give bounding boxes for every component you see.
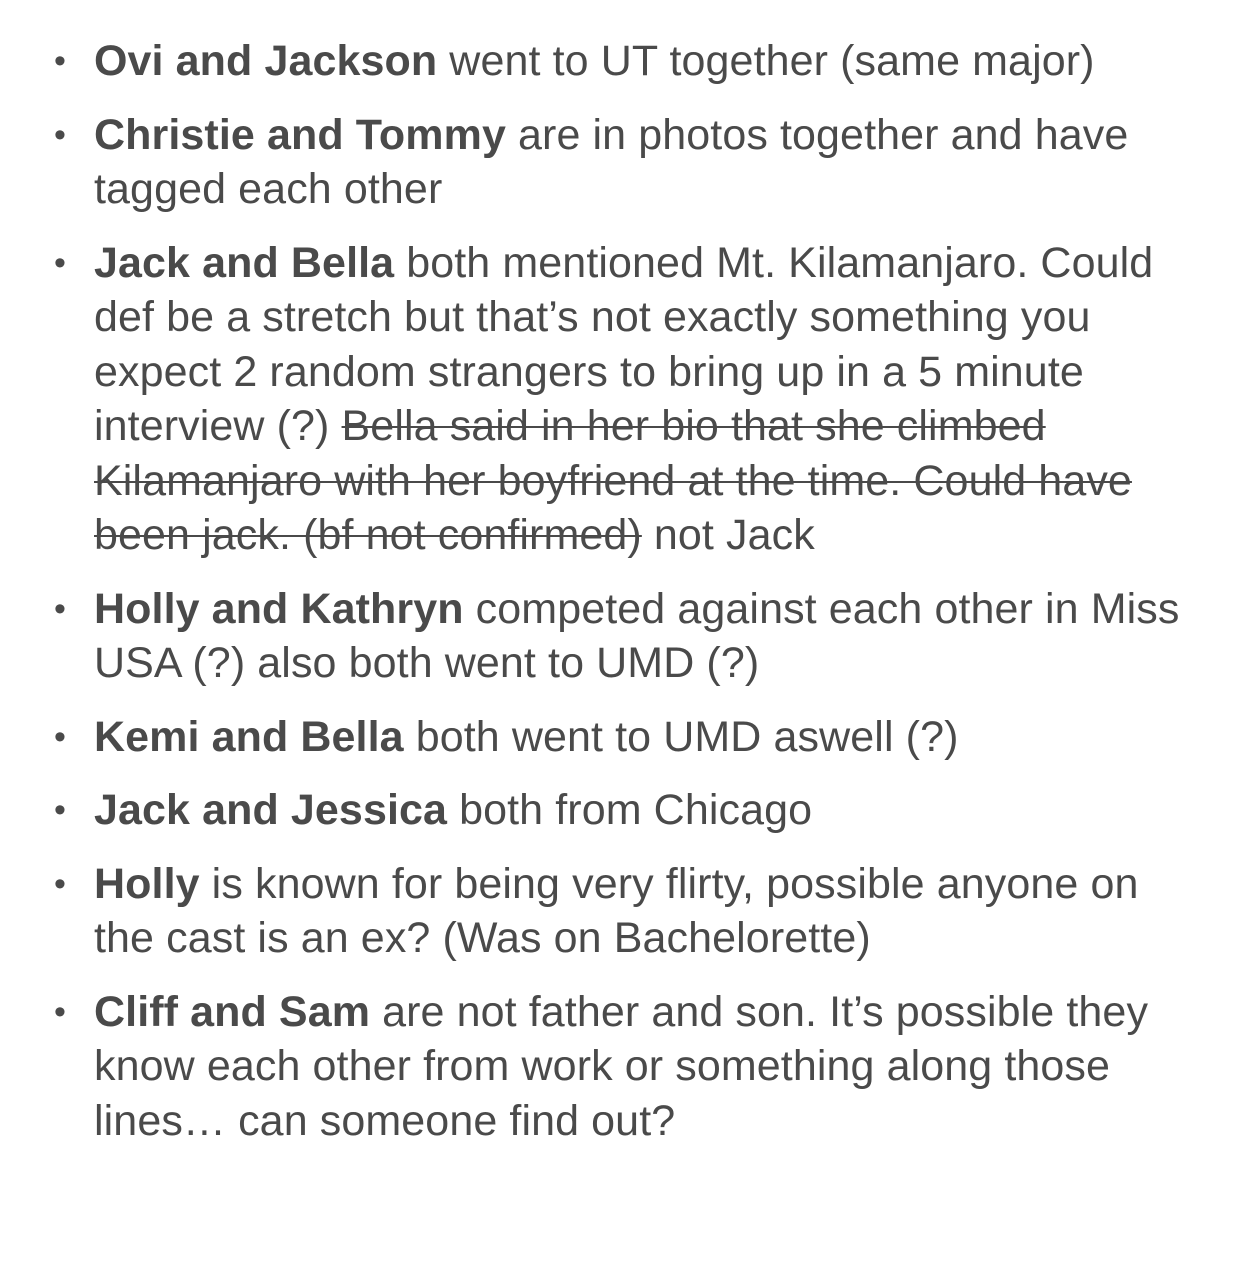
note-text: both went to UMD aswell (?) — [403, 712, 959, 761]
list-item — [0, 857, 1242, 966]
list-item — [0, 236, 1242, 563]
bullet-icon: • — [53, 717, 66, 756]
note-text: both mentioned Mt. Kilamanjaro. Could def be a stretch but that’s not exactly something you expect 2 random strangers to bring up in a 5 minute interview (?) — [94, 238, 1154, 450]
people-names: Christie and Tommy — [94, 110, 506, 159]
note-text: competed against each other in Miss USA (?) also both went to UMD (?) — [94, 584, 1180, 687]
people-names: Jack and Bella — [94, 238, 395, 287]
note-text: both from Chicago — [447, 786, 813, 834]
bullet-icon: • — [53, 243, 66, 282]
note-text-after: not Jack — [641, 511, 815, 559]
bullet-icon: • — [53, 791, 66, 829]
list-item — [0, 985, 1242, 1149]
note-text: are not father and son. It’s possible they know each other from work or something along those lines… can someone find out? — [94, 987, 1149, 1145]
list-item — [0, 108, 1242, 217]
list-item — [0, 34, 1242, 89]
people-names: Holly — [94, 859, 200, 908]
people-names: Cliff and Sam — [94, 987, 371, 1036]
bullet-icon: • — [53, 992, 66, 1031]
note-text: is known for being very flirty, possible anyone on the cast is an ex? (Was on Bachelorette) — [94, 859, 1139, 962]
notes-list — [0, 34, 1242, 1167]
bullet-icon: • — [53, 864, 66, 903]
list-item — [0, 710, 1242, 765]
note-text: went to UT together (same major) — [437, 37, 1095, 85]
people-names: Jack and Jessica — [94, 786, 448, 834]
bullet-icon: • — [53, 115, 66, 154]
struck-through-text: Bella said in her bio that she climbed Kilamanjaro with her boyfriend at the time. Could have been jack. (bf not confirmed) — [94, 402, 1132, 559]
list-item — [0, 582, 1242, 691]
people-names: Kemi and Bella — [94, 712, 404, 761]
people-names: Holly and Kathryn — [94, 584, 464, 633]
people-names: Ovi and Jackson — [94, 37, 438, 85]
bullet-icon: • — [53, 589, 66, 628]
note-text: are in photos together and have tagged each other — [94, 110, 1129, 213]
list-item — [0, 783, 1242, 838]
bullet-icon: • — [53, 42, 66, 80]
